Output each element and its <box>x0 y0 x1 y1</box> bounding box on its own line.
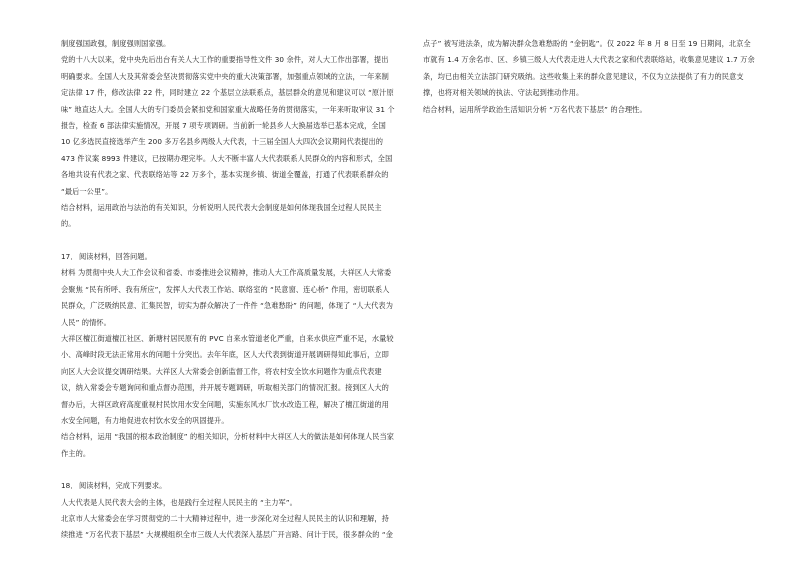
intro-question: 结合材料，运用政治与法治的有关知识，分析说明人民代表大会制度是如何体现我国全过程人民民主的。 <box>61 203 382 229</box>
q17-title: 阅读材料，回答问题。 <box>79 251 152 261</box>
left-column <box>61 36 395 544</box>
spacer <box>61 233 395 249</box>
q17-heading <box>61 249 395 265</box>
q17-material: 材料 为贯彻中央人大工作会议和省委、市委推进会议精神，推动人大工作高质量发展，大祥区人大常委会聚焦 “民有所呼、我有所应”，发挥人大代表工作站、联络室的 “民意窗、连心桥” 作用，密切联系人民群众，广泛吸纳民意、汇集民智，切实为群众解决了一件件 “急难愁盼” 的问题，体现了 “人大代表为人民” 的情怀。 <box>61 268 393 327</box>
q17-material-2: 大祥区檀江街道檀江社区、新塘村居民原有的 PVC 自来水管道老化严重，自来水供应严重不足，水量较小、高峰时段无法正常用水的问题十分突出。去年年底，区人大代表到街道开展调研得知此事后，立即向区人大会议提交调研结果。大祥区人大常委会创新监督工作，将农村安全饮水问题作为重点代表建议，纳入常委会专题询问和重点督办范围，并开展专题调研，听取相关部门的情况汇报。接到区人大的督办后，大祥区政府高度重视村民饮用水安全问题，实施东风水厂饮水改造工程，解决了檀江街道的用水安全问题，有力地促进农村饮水安全的巩固提升。 <box>61 333 394 425</box>
q18-material-1: 人大代表是人民代表大会的主体，也是践行全过程人民民主的 “主力军”。 <box>61 497 297 507</box>
q18-material-continued: 点子” 被写进法条，成为解决群众急难愁盼的 “金钥匙”。仅 2022 年 8 月 8 日至 19 日期间，北京全市就有 1.4 万余名市、区、乡镇三级人大代表走进人大代表之家和代表联络站，收集意见建议 1.7 万余条，均已由相关立法部门研究吸纳。这些收集上来的群众意见建议，不仅为立法提供了有力的民意支撑，也将对相关领域的执法、守法起到推动作用。 <box>423 39 755 98</box>
q18-title: 阅读材料，完成下列要求。 <box>79 481 167 491</box>
intro-paragraph-2: 党的十八大以来，党中央先后出台有关人大工作的重要指导性文件 30 余件，对人大工作出部署，提出明确要求。全国人大及其常委会坚决贯彻落实党中央的重大决策部署，加强重点领域的立法，一年来制定法律 17 件，修改法律 22 件，同时建立 22 个基层立法联系点，基层群众的意见和建议可以 “原汁原味” 地直达人大。全国人大的专门委员会紧扣党和国家重大战略任务的贯彻落实，一年来听取审议 31 个报告，检查 6 部法律实施情况，开展 7 项专项调研。当前新一轮县乡人大换届选举已基本完成，全国 10 亿多选民直接选举产生 200 多万名县乡两级人大代表，十三届全国人大四次会议期间代表提出的 473 件议案 8993 件建议，已按期办理完毕。人大不断丰富人大代表联系人民群众的内容和形式，全国各地共设有代表之家、代表联络站等 22 万多个，基本实现乡镇、街道全覆盖，打通了代表联系群众的 “最后一公里”。 <box>61 55 395 196</box>
q18-material-2: 北京市人大常委会在学习贯彻党的二十大精神过程中，进一步深化对全过程人民民主的认识和理解，持续推进 “万名代表下基层” 大规模组织全市三级人大代表深入基层广开言路、问计于民，很多群众的 “金 <box>61 513 393 540</box>
q18-question: 结合材料，运用所学政治生活知识分析 “万名代表下基层” 的合理性。 <box>423 104 647 114</box>
q18-heading <box>61 478 395 494</box>
right-column <box>423 36 757 118</box>
spacer <box>61 462 395 478</box>
q17-number: 17． <box>61 251 78 261</box>
q17-question: 结合材料，运用 “我国的根本政治制度” 的相关知识，分析材料中大祥区人大的做法是如何体现人民当家作主的。 <box>61 432 395 458</box>
q18-number: 18． <box>61 481 78 491</box>
intro-paragraph-1: 制度强国政强，制度强则国家强。 <box>61 39 171 48</box>
